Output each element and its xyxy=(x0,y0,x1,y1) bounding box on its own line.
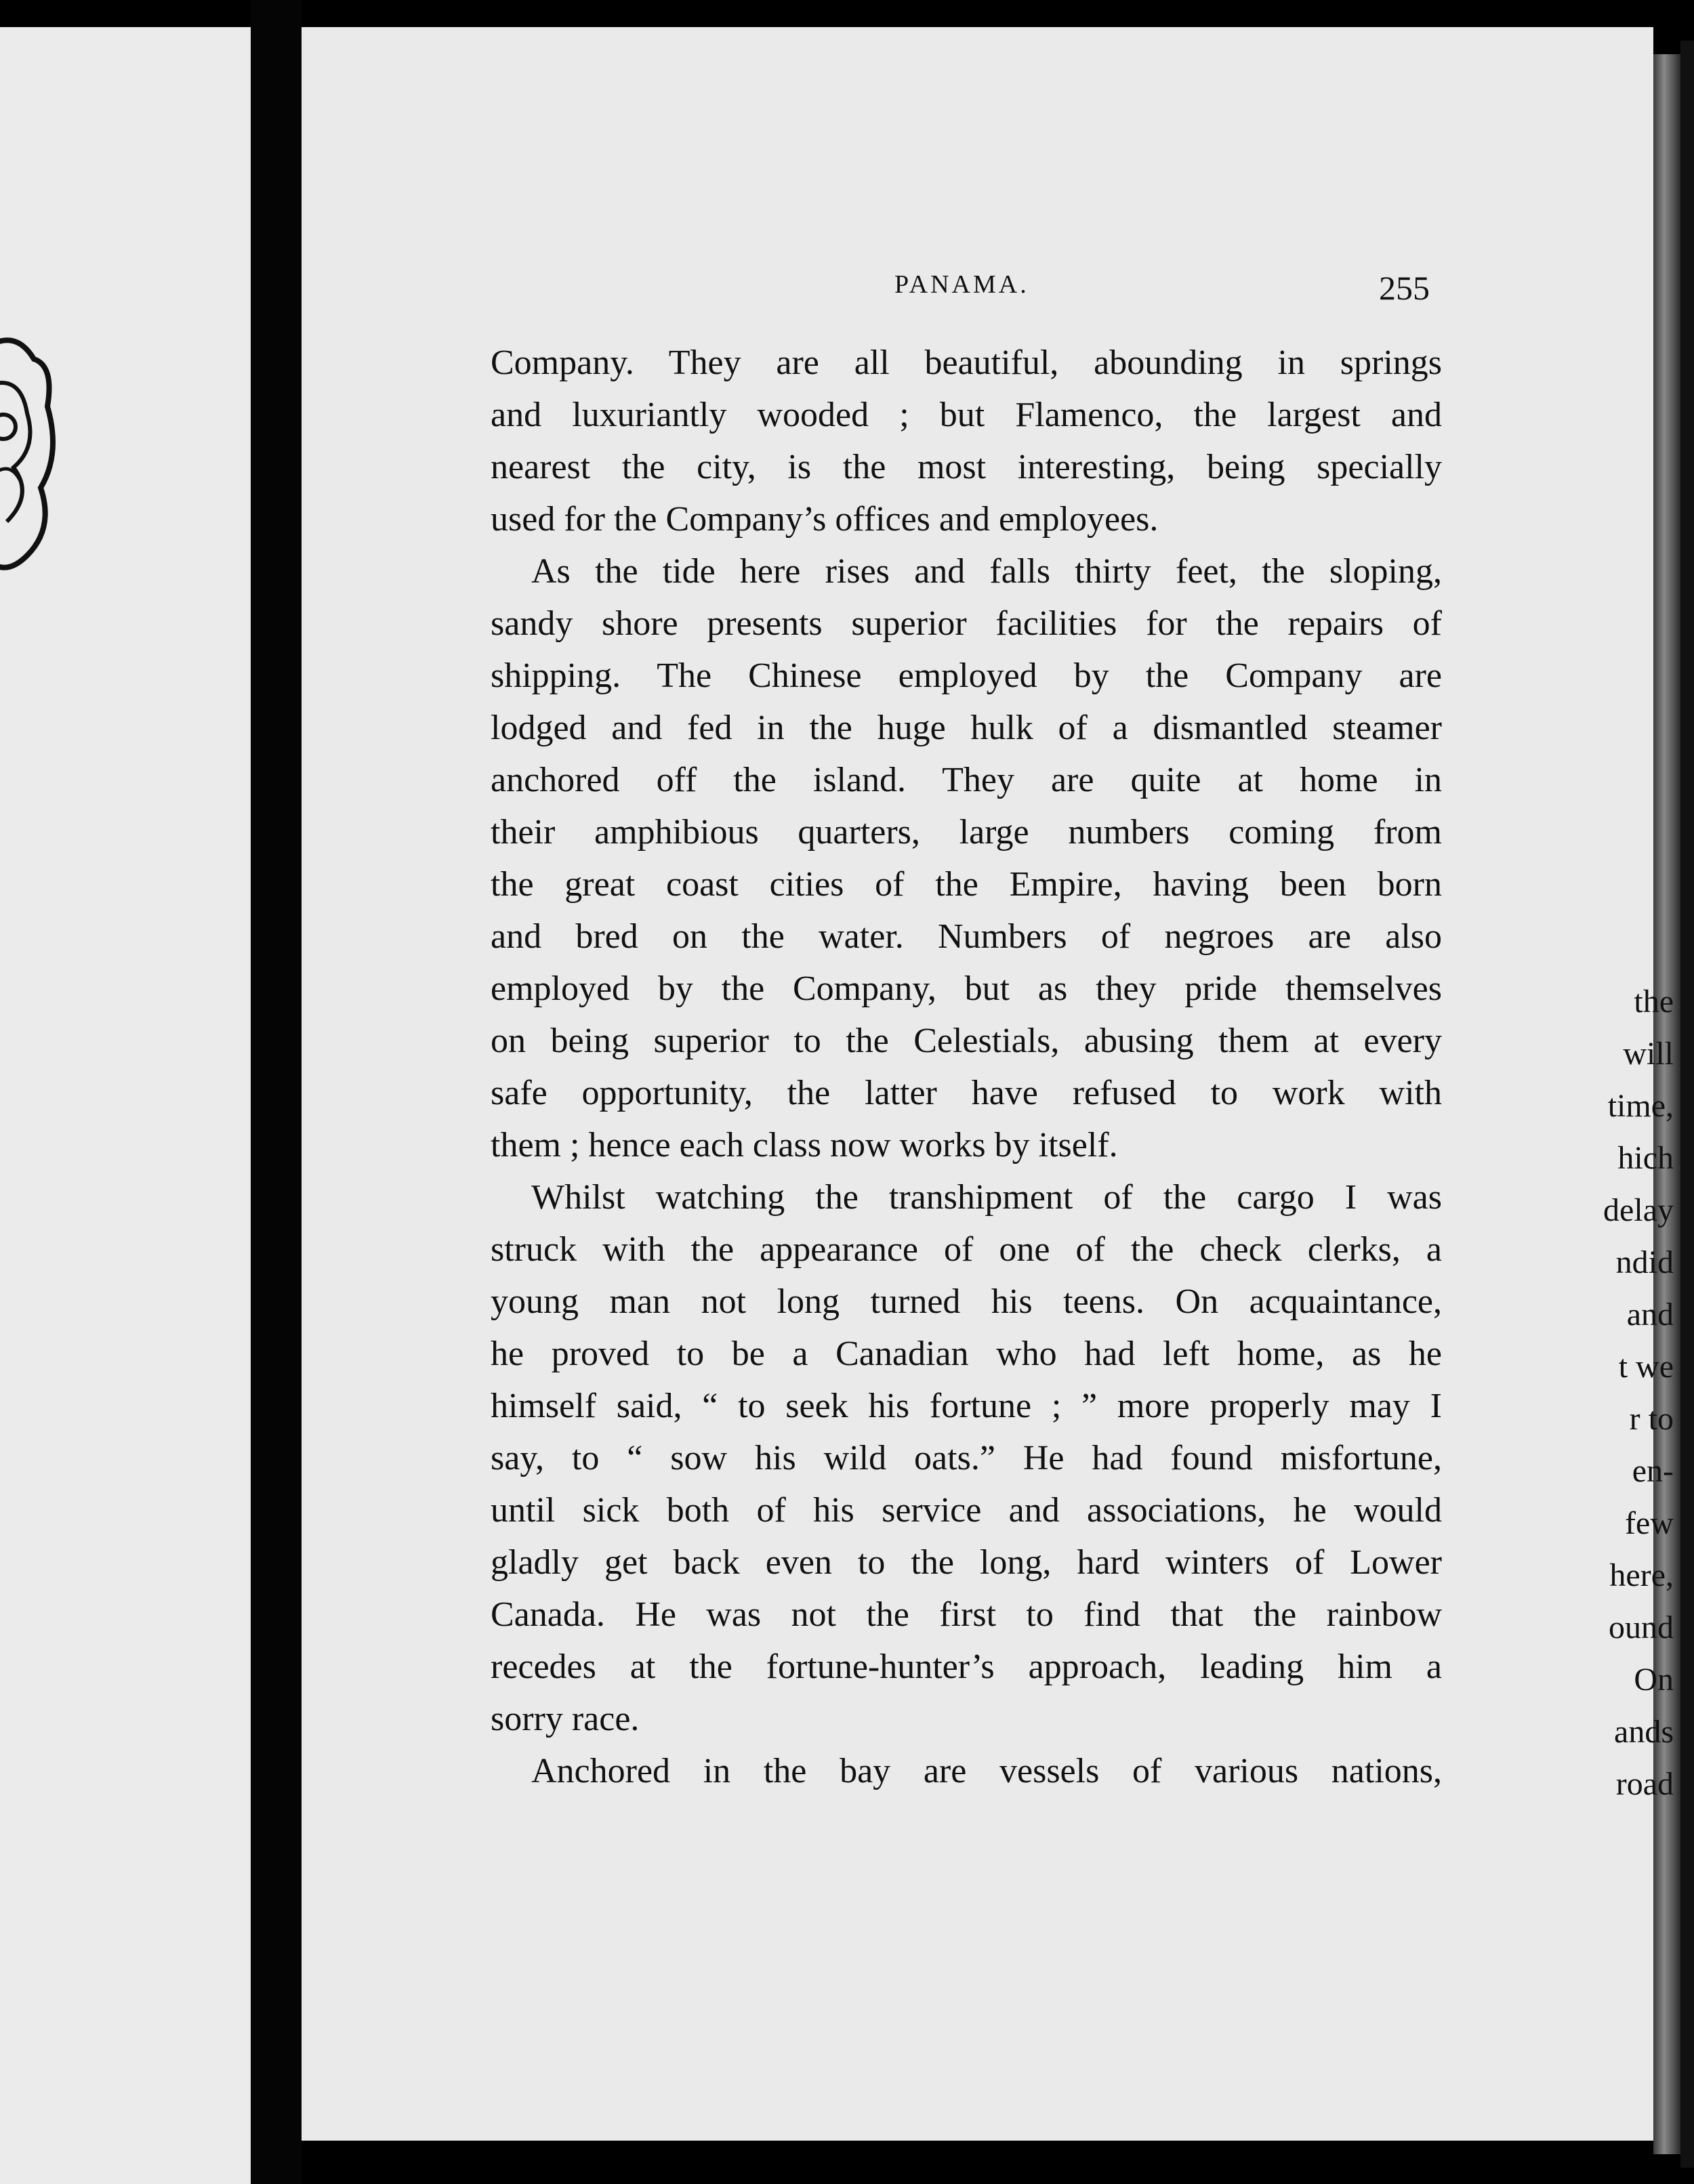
left-fragment: hich xyxy=(1617,1140,1674,1176)
left-fragment: ndid xyxy=(1615,1244,1674,1280)
left-fragment: here, xyxy=(1609,1557,1674,1593)
text-line: sandy shore presents superior facilities for the repairs of xyxy=(491,604,1442,643)
decorative-ornament xyxy=(0,325,68,583)
text-line: employed by the Company, but as they pride themselves xyxy=(491,969,1442,1008)
text-line: struck with the appearance of one of the check clerks, a xyxy=(491,1230,1442,1269)
facing-page-left xyxy=(0,27,251,2184)
left-fragment: delay xyxy=(1603,1192,1674,1228)
text-line: nearest the city, is the most interesting, being specially xyxy=(491,448,1442,486)
text-line: Company. They are all beautiful, abounding in springs xyxy=(491,343,1442,382)
text-line: used for the Company’s offices and employees. xyxy=(491,500,1159,539)
text-line: until sick both of his service and associations, he would xyxy=(491,1491,1442,1530)
left-fragment: few xyxy=(1625,1505,1674,1541)
left-fragment: road xyxy=(1615,1766,1674,1802)
text-line: safe opportunity, the latter have refused to work with xyxy=(491,1074,1442,1112)
text-line: himself said, “ to seek his fortune ; ” more properly may I xyxy=(491,1387,1442,1425)
left-fragment: will xyxy=(1623,1036,1674,1072)
text-line: and bred on the water. Numbers of negroes are also xyxy=(491,917,1442,956)
text-line: lodged and fed in the huge hulk of a dismantled steamer xyxy=(491,709,1442,747)
text-line: As the tide here rises and falls thirty feet, the sloping, xyxy=(531,552,1442,591)
left-fragment: and xyxy=(1626,1297,1674,1332)
text-line: shipping. The Chinese employed by the Company are xyxy=(491,656,1442,695)
text-line: Whilst watching the transhipment of the cargo I was xyxy=(531,1178,1442,1217)
text-line: them ; hence each class now works by itself. xyxy=(491,1126,1118,1164)
left-fragment: the xyxy=(1634,984,1674,1020)
running-head: PANAMA. xyxy=(894,270,1029,299)
page-edge-shadow xyxy=(1680,41,1694,2168)
left-fragment: r to xyxy=(1629,1401,1674,1437)
text-line: recedes at the fortune-hunter’s approach, leading him a xyxy=(491,1647,1442,1686)
left-fragment: ands xyxy=(1614,1714,1674,1750)
page-number: 255 xyxy=(1379,269,1430,307)
text-line: anchored off the island. They are quite at home in xyxy=(491,761,1442,799)
text-line: sorry race. xyxy=(491,1700,640,1738)
left-fragment: time, xyxy=(1607,1088,1674,1124)
left-fragment: On xyxy=(1634,1662,1674,1698)
left-fragment: en- xyxy=(1632,1453,1674,1489)
text-line: he proved to be a Canadian who had left home, as he xyxy=(491,1335,1442,1373)
text-line: gladly get back even to the long, hard winters of Lower xyxy=(491,1543,1442,1582)
left-fragment: ound xyxy=(1609,1610,1674,1645)
text-line: Canada. He was not the first to find that the rainbow xyxy=(491,1595,1442,1634)
text-line: on being superior to the Celestials, abusing them at every xyxy=(491,1022,1442,1060)
text-line: young man not long turned his teens. On acquaintance, xyxy=(491,1282,1442,1321)
book-gutter xyxy=(251,0,302,2184)
text-line: Anchored in the bay are vessels of various nations, xyxy=(531,1752,1442,1790)
left-fragment: t we xyxy=(1618,1349,1674,1385)
text-line: their amphibious quarters, large numbers coming from xyxy=(491,813,1442,852)
text-line: say, to “ sow his wild oats.” He had found misfortune, xyxy=(491,1439,1442,1477)
text-line: and luxuriantly wooded ; but Flamenco, the largest and xyxy=(491,396,1442,434)
text-line: the great coast cities of the Empire, having been born xyxy=(491,865,1442,904)
